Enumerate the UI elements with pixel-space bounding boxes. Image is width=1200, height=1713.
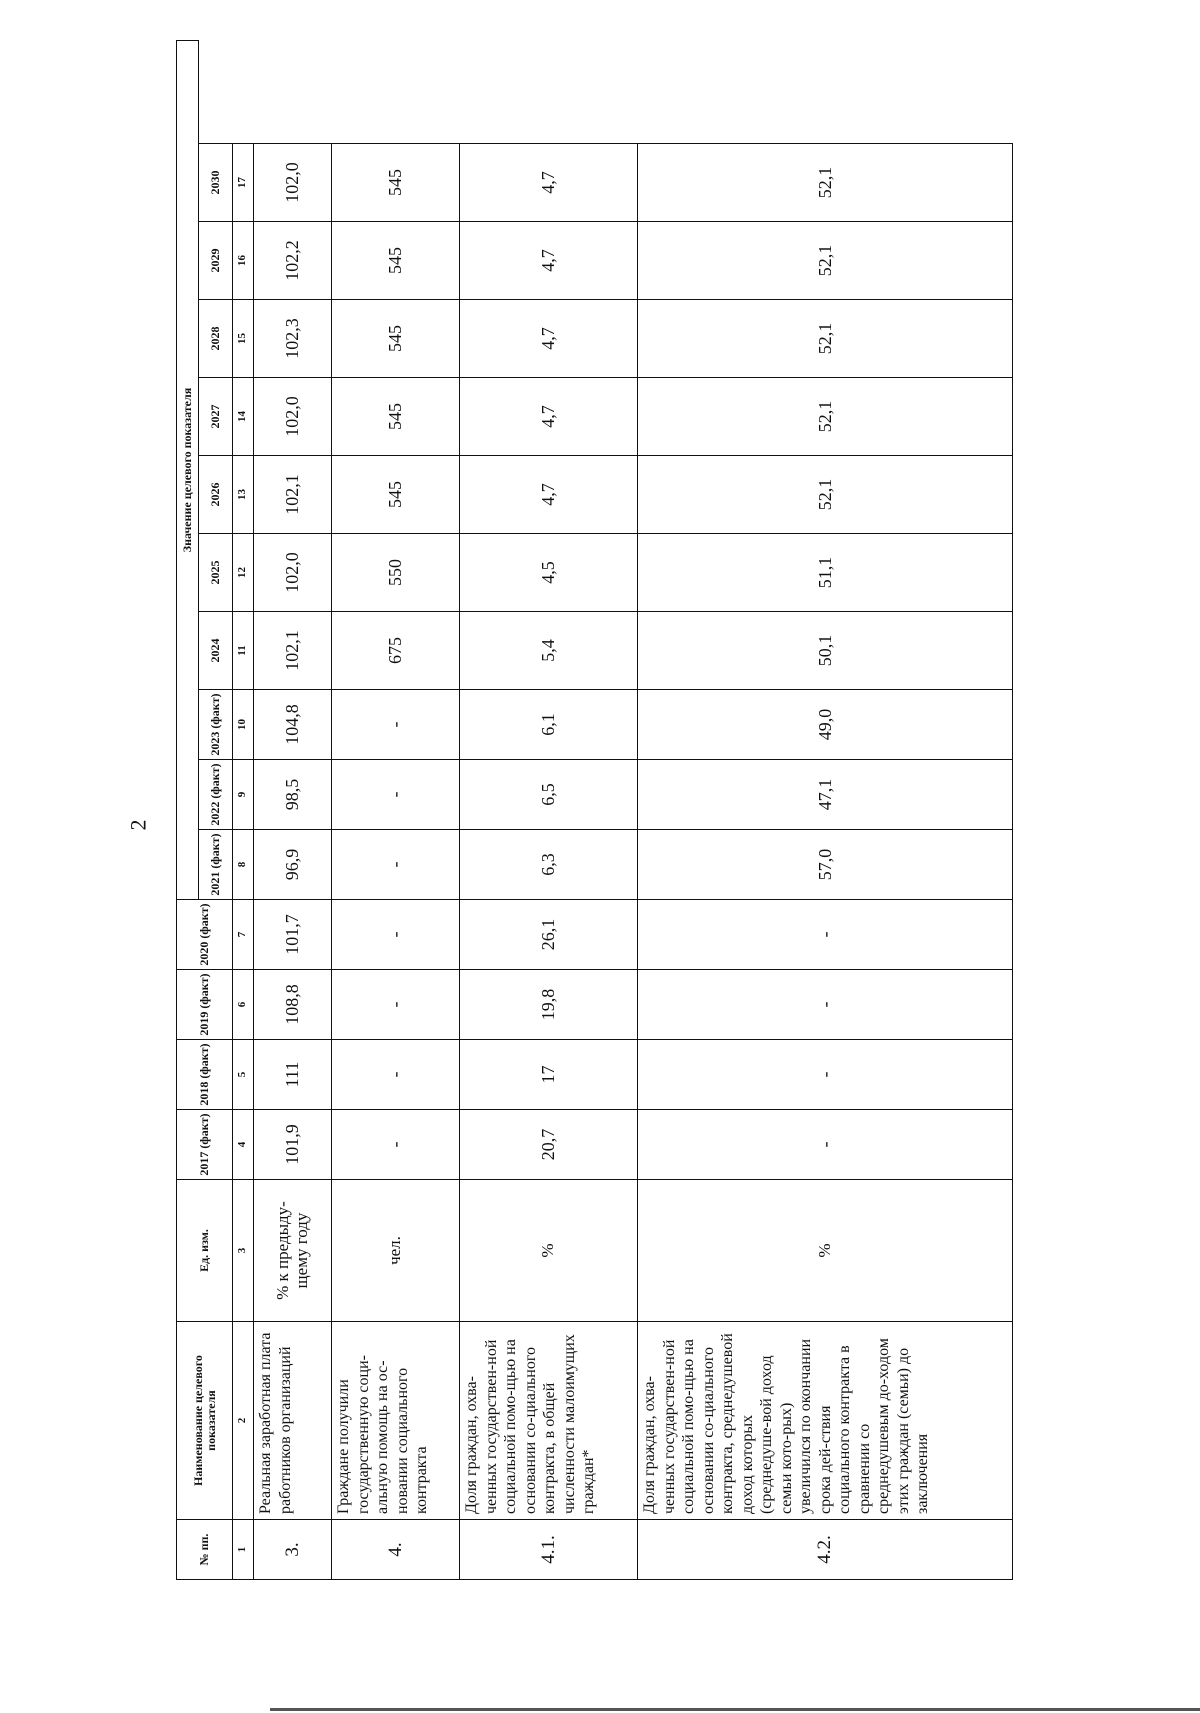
header-year-2017: 2017 (факт): [177, 1110, 233, 1180]
column-number: 10: [233, 690, 254, 760]
column-number: 13: [233, 456, 254, 534]
value-cell: 545: [332, 300, 460, 378]
value-cell: 6,1: [460, 690, 638, 760]
value-cell: 545: [332, 222, 460, 300]
column-number: 9: [233, 760, 254, 830]
indicator-name: Доля граждан, охва-ченных государствен-ной социальной помо-щью на основании со-циального контракта, в общей численности малоимущих граждан*: [460, 1322, 638, 1520]
value-cell: -: [332, 970, 460, 1040]
column-number: 16: [233, 222, 254, 300]
value-cell: 6,5: [460, 760, 638, 830]
page-number: 2: [125, 819, 151, 831]
header-year-2020: 2020 (факт): [177, 900, 233, 970]
table-row: [332, 41, 460, 1580]
value-cell: 102,0: [254, 144, 332, 222]
scan-edge-line: [270, 1708, 1200, 1711]
table-row: [460, 41, 638, 1580]
value-cell: 102,1: [254, 456, 332, 534]
value-cell: 102,2: [254, 222, 332, 300]
value-cell: 52,1: [638, 144, 1013, 222]
value-cell: 17: [460, 1040, 638, 1110]
value-cell: 102,1: [254, 612, 332, 690]
row-number: 3.: [254, 1520, 332, 1580]
header-year-2025: 2025: [199, 534, 233, 612]
value-cell: -: [638, 1040, 1013, 1110]
value-cell: 4,7: [460, 300, 638, 378]
value-cell: -: [638, 1110, 1013, 1180]
header-year-2030: 2030: [199, 144, 233, 222]
value-cell: 104,8: [254, 690, 332, 760]
value-cell: 4,7: [460, 456, 638, 534]
column-number: 5: [233, 1040, 254, 1110]
value-cell: 4,7: [460, 222, 638, 300]
value-cell: 19,8: [460, 970, 638, 1040]
value-cell: 51,1: [638, 534, 1013, 612]
value-cell: 545: [332, 144, 460, 222]
indicator-name: Граждане получили государственную соци-альную помощь на ос-новании социального контракта: [332, 1322, 460, 1520]
unit-cell: %: [460, 1180, 638, 1322]
value-cell: 52,1: [638, 300, 1013, 378]
value-cell: 101,7: [254, 900, 332, 970]
value-cell: 545: [332, 456, 460, 534]
value-cell: 102,3: [254, 300, 332, 378]
column-number: 6: [233, 970, 254, 1040]
value-cell: 675: [332, 612, 460, 690]
header-year-2021: 2021 (факт): [199, 830, 233, 900]
row-number: 4.2.: [638, 1520, 1013, 1580]
header-year-2019: 2019 (факт): [177, 970, 233, 1040]
unit-cell: % к предыду-щему году: [254, 1180, 332, 1322]
value-cell: -: [332, 760, 460, 830]
unit-cell: %: [638, 1180, 1013, 1322]
unit-cell: чел.: [332, 1180, 460, 1322]
value-cell: -: [332, 1110, 460, 1180]
header-indicator-value-group: Значение целевого показателя: [177, 41, 199, 900]
indicator-name: Доля граждан, охва-ченных государствен-ной социальной помо-щью на основании со-циального контракта, среднедушевой доход которых (среднедуше-вой доход семьи кото-рых) увеличился по окончании срока дей-ствия социального контракта в сравнении со среднедушевым до-ходом этих граждан (семьи) до заключения: [638, 1322, 1013, 1520]
value-cell: 49,0: [638, 690, 1013, 760]
column-number: 17: [233, 144, 254, 222]
row-number: 4.1.: [460, 1520, 638, 1580]
column-number: 7: [233, 900, 254, 970]
header-year-2026: 2026: [199, 456, 233, 534]
value-cell: 52,1: [638, 378, 1013, 456]
header-year-2024: 2024: [199, 612, 233, 690]
header-name: Наименование целевого показателя: [177, 1322, 233, 1520]
header-year-2029: 2029: [199, 222, 233, 300]
rotated-table-frame: [176, 40, 1121, 1580]
value-cell: -: [638, 900, 1013, 970]
value-cell: 98,5: [254, 760, 332, 830]
header-unit: Ед. изм.: [177, 1180, 233, 1322]
column-number: 15: [233, 300, 254, 378]
row-number: 4.: [332, 1520, 460, 1580]
column-number: 3: [233, 1180, 254, 1322]
value-cell: 102,0: [254, 378, 332, 456]
value-cell: 5,4: [460, 612, 638, 690]
value-cell: 52,1: [638, 456, 1013, 534]
column-number: 4: [233, 1110, 254, 1180]
header-no: № пп.: [177, 1520, 233, 1580]
column-number: 2: [233, 1322, 254, 1520]
value-cell: 550: [332, 534, 460, 612]
value-cell: -: [332, 690, 460, 760]
value-cell: 4,7: [460, 378, 638, 456]
value-cell: -: [638, 970, 1013, 1040]
table-row: [254, 41, 332, 1580]
value-cell: 26,1: [460, 900, 638, 970]
column-number: 8: [233, 830, 254, 900]
value-cell: 20,7: [460, 1110, 638, 1180]
value-cell: 111: [254, 1040, 332, 1110]
header-year-2023: 2023 (факт): [199, 690, 233, 760]
value-cell: 4,5: [460, 534, 638, 612]
value-cell: -: [332, 1040, 460, 1110]
value-cell: 108,8: [254, 970, 332, 1040]
header-year-2028: 2028: [199, 300, 233, 378]
value-cell: 50,1: [638, 612, 1013, 690]
value-cell: 4,7: [460, 144, 638, 222]
table-row: [638, 41, 1013, 1580]
value-cell: -: [332, 900, 460, 970]
value-cell: -: [332, 830, 460, 900]
header-year-2022: 2022 (факт): [199, 760, 233, 830]
column-number: 11: [233, 612, 254, 690]
column-number: 12: [233, 534, 254, 612]
value-cell: 6,3: [460, 830, 638, 900]
column-number: 14: [233, 378, 254, 456]
header-year-2027: 2027: [199, 378, 233, 456]
target-indicators-table: [176, 40, 1013, 1580]
value-cell: 102,0: [254, 534, 332, 612]
indicator-name: Реальная заработная плата работников организаций: [254, 1322, 332, 1520]
header-year-2018: 2018 (факт): [177, 1040, 233, 1110]
value-cell: 96,9: [254, 830, 332, 900]
value-cell: 545: [332, 378, 460, 456]
value-cell: 47,1: [638, 760, 1013, 830]
value-cell: 57,0: [638, 830, 1013, 900]
value-cell: 52,1: [638, 222, 1013, 300]
column-number: 1: [233, 1520, 254, 1580]
value-cell: 101,9: [254, 1110, 332, 1180]
